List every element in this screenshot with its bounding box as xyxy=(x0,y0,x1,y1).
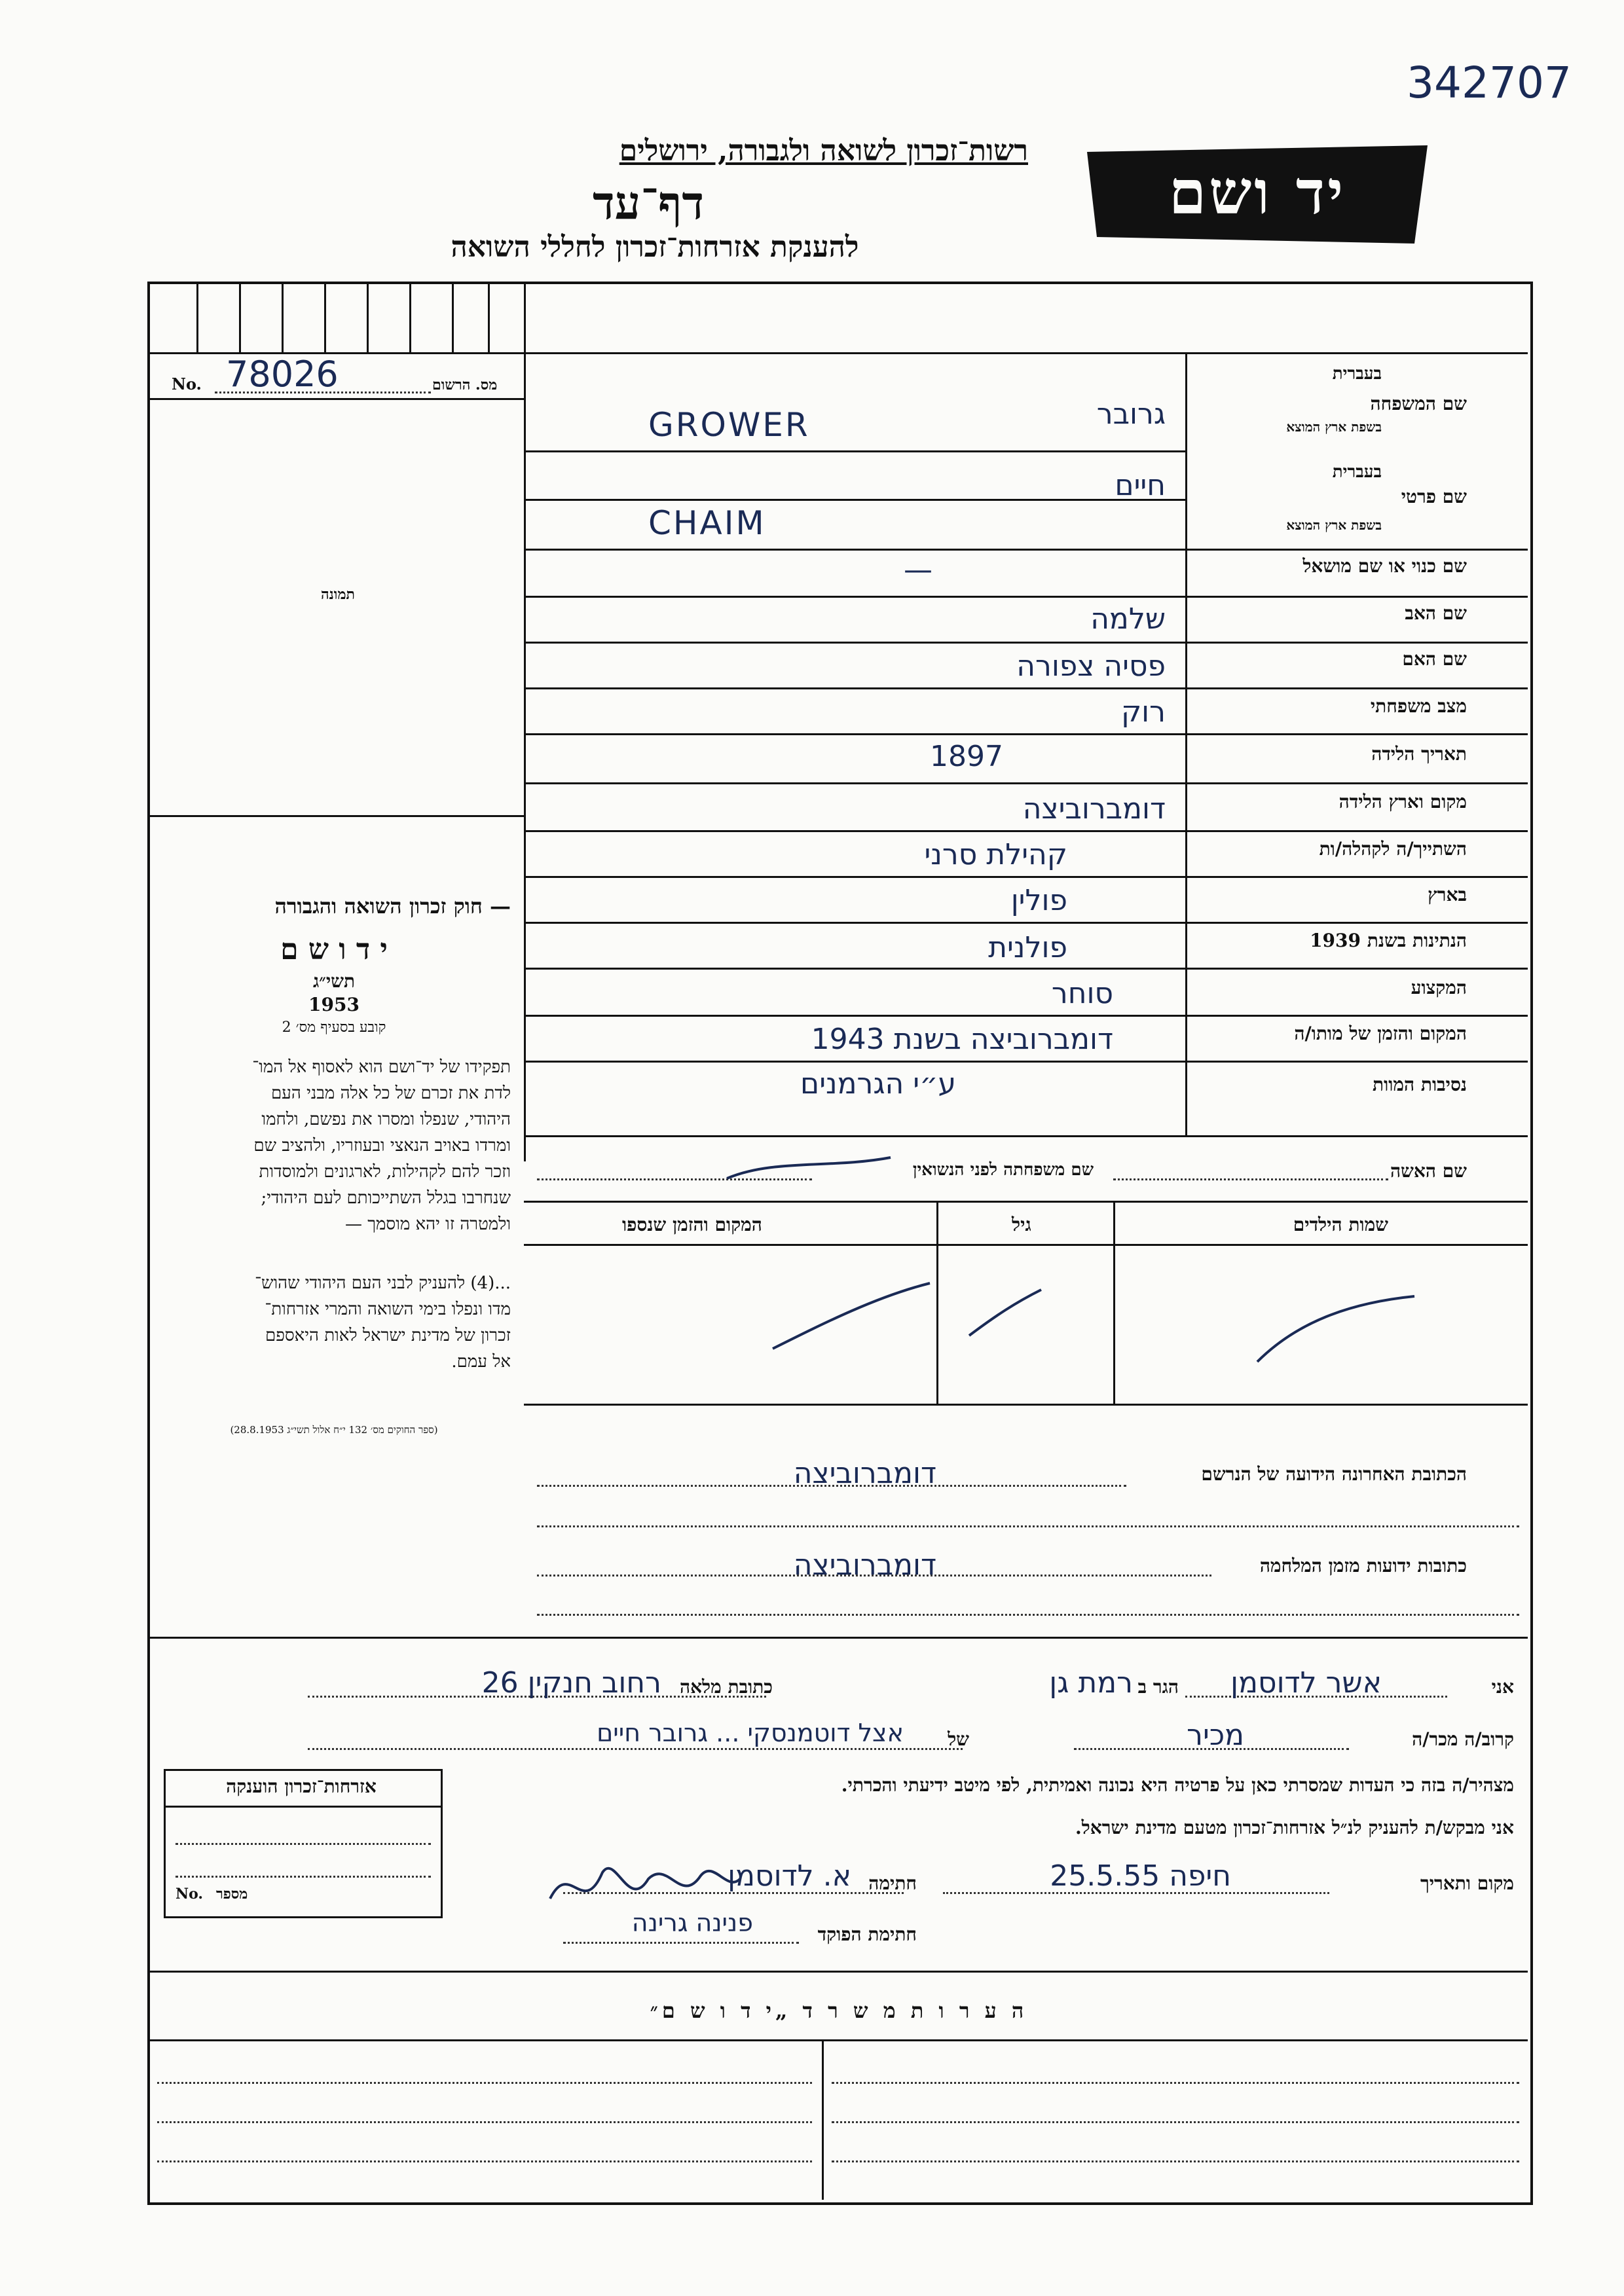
declaration-statement: מצהיר/ה בזה כי העדות שמסרתי כאן על פרטיה היא נכונה ואמיתית, לפי מיטב ידיעתי והכרתי. xyxy=(841,1774,1514,1796)
archive-number: 342707 xyxy=(1407,58,1572,108)
place-date-value: חיפה 25.5.55 xyxy=(1050,1859,1231,1893)
law-clause: קובע בסעיף מס׳ 2 xyxy=(282,1019,386,1036)
registration-label: מס. הרשום xyxy=(432,376,498,393)
declaration-request: אני מבקש/ת להעניק לנ״ל אזרחות־זכרון מטעם מדינת ישראל. xyxy=(1075,1817,1514,1838)
children-age-header: גיל xyxy=(1012,1214,1031,1235)
page-title: דף־עד xyxy=(592,175,704,230)
place-date-label: מקום ותאריך xyxy=(1420,1872,1514,1894)
of-label: של xyxy=(948,1728,969,1750)
first-name-foreign-value: CHAIM xyxy=(648,504,766,542)
registration-number: 78026 xyxy=(226,354,339,395)
community-label: השתייך/ה לקהלה/ות xyxy=(1319,838,1467,860)
citizenship-no-label: No. xyxy=(175,1886,204,1903)
full-address-label: כתובת מלאה xyxy=(679,1676,773,1698)
wife-name-dash xyxy=(720,1152,904,1192)
wartime-address-label: כתובות ידועות מזמן המלחמה xyxy=(1259,1555,1467,1576)
death-circumstances-value: ע״י הגרמנים xyxy=(800,1067,956,1101)
first-name-hebrew-label: בעברית xyxy=(1332,462,1382,482)
relation-value: מכיר xyxy=(1187,1719,1244,1752)
notes-line[interactable] xyxy=(157,2121,812,2123)
birth-date-value: 1897 xyxy=(930,740,1003,773)
wartime-address-value: דומברוביצה xyxy=(793,1548,936,1582)
marital-status-value: רוק xyxy=(1120,695,1166,729)
official-signature-value: פנינה גרינה xyxy=(631,1908,753,1937)
law-line: וזכר להם לקהילות, לארגונים ולמוסדות xyxy=(259,1162,511,1182)
logo-text: יד ושם xyxy=(1168,157,1346,228)
mother-name-value: פסיה צפורה xyxy=(1016,649,1166,683)
mother-name-label: שם האם xyxy=(1402,648,1467,670)
father-name-value: שלמה xyxy=(1090,602,1166,636)
office-notes-title: ה ע ר ו ת מ ש ר ד „י ד ו ש ם״ xyxy=(650,1998,1028,2023)
surname-label: שם המשפחה xyxy=(1370,393,1467,414)
declarant-city: רמת גן xyxy=(1049,1666,1133,1700)
profession-value: סוחר xyxy=(1051,977,1113,1010)
relation-label: קרוב/ה מכר/ה xyxy=(1412,1728,1514,1750)
citizenship-1939-label: הנתינות בשנת 1939 xyxy=(1310,930,1467,951)
notes-line[interactable] xyxy=(157,2082,812,2084)
surname-foreign-value: GROWER xyxy=(648,406,810,444)
law-line: אל עמם. xyxy=(451,1352,511,1372)
notes-line[interactable] xyxy=(832,2160,1519,2162)
yad-vashem-logo xyxy=(1087,145,1428,244)
death-circumstances-label: נסיבות המוות xyxy=(1373,1074,1467,1095)
law-title: — חוק זכרון השואה והגבורה xyxy=(274,894,511,919)
page-subtitle: להענקת אזרחות־זכרון לחללי השואה xyxy=(451,230,859,264)
wife-maiden-name-label: שם משפחתה לפני הנשואין xyxy=(912,1160,1094,1180)
children-strikes xyxy=(524,1244,1528,1404)
law-line: היהודי, שנפלו ומסרו את נפשם, ולחמו xyxy=(261,1110,511,1129)
birth-place-value: דומברוביצה xyxy=(1022,792,1166,826)
law-year-hebrew: תשי״ג xyxy=(312,970,356,992)
country-label: בארץ xyxy=(1428,884,1467,905)
full-address-value: רחוב חנקין 26 xyxy=(481,1666,661,1700)
birth-place-label: מקום וארץ הלידה xyxy=(1338,791,1467,812)
community-value: קהילת סרני xyxy=(924,838,1067,871)
law-org: י ד ו ש ם xyxy=(280,933,388,966)
law-line: מדו ונפלו בימי השואה והמרי אזרחות־ xyxy=(265,1300,511,1319)
resides-label: הגר ב xyxy=(1137,1676,1179,1698)
nickname-label: שם כנוי או שם מושאל xyxy=(1302,555,1467,577)
declarant-name: אשר לדוסמן xyxy=(1230,1666,1382,1700)
signature-value: א. לדוסמן xyxy=(728,1859,851,1893)
law-line: תפקידו של יד־ושם הוא לאסוף אל המו־ xyxy=(252,1057,511,1077)
notes-line[interactable] xyxy=(157,2160,812,2162)
authority-title: רשות־זכרון לשואה ולגבורה, ירושלים xyxy=(619,134,1028,168)
surname-hebrew-label: בעברית xyxy=(1332,364,1382,384)
photo-label: תמונה xyxy=(321,586,355,603)
citizenship-granted-title: אזרחות־זכרון הוענקה xyxy=(226,1776,377,1797)
wife-name-label: שם האשה xyxy=(1390,1160,1467,1182)
death-place-time-value: דומברוביצה בשנת 1943 xyxy=(811,1023,1113,1056)
law-line: לדת את זכרם של כל אלה מבני העם xyxy=(270,1084,511,1103)
law-line: ומרדו באויב הנאצי ובעוזריו, ולהציב שם xyxy=(253,1136,511,1156)
law-year: 1953 xyxy=(308,994,360,1015)
first-name-label: שם פרטי xyxy=(1401,486,1467,507)
official-signature-label: חתימת הפוקד xyxy=(817,1923,917,1945)
citizenship-1939-value: פולנית xyxy=(988,931,1067,964)
citizenship-number-label: מספר xyxy=(216,1886,248,1903)
father-name-label: שם האב xyxy=(1405,602,1467,624)
first-name-hebrew-value: חיים xyxy=(1115,469,1166,502)
law-line: שנחרבו בגלל השתייכותם לעם היהודי; xyxy=(261,1188,511,1208)
children-names-header: שמות הילדים xyxy=(1293,1214,1388,1235)
signature-label: חתימה xyxy=(868,1872,917,1894)
code-cell xyxy=(196,284,198,352)
country-value: פולין xyxy=(1010,884,1067,917)
declaration-prefix: אני xyxy=(1491,1676,1514,1698)
nickname-value: — xyxy=(904,553,932,587)
law-citation: (ספר החוקים מס׳ 132 י״ח אלול תשי״ג 28.8.1953) xyxy=(230,1424,438,1436)
profession-label: המקצוע xyxy=(1411,977,1467,998)
notes-line[interactable] xyxy=(832,2082,1519,2084)
last-known-address-value: דומברוביצה xyxy=(793,1457,936,1490)
surname-foreign-label: בשפת ארץ המוצא xyxy=(1286,419,1382,435)
notes-line[interactable] xyxy=(832,2121,1519,2123)
law-line: ...(4) להעניק לבני העם היהודי שהוש־ xyxy=(255,1273,511,1293)
law-line: זכרון של מדינת ישראל לאות היאספם xyxy=(265,1326,511,1345)
of-value: אצל דוטמנסקי ... גרובר חיים xyxy=(597,1719,904,1747)
first-name-foreign-label: בשפת ארץ המוצא xyxy=(1286,517,1382,533)
birth-date-label: תאריך הלידה xyxy=(1371,743,1467,765)
law-line: ולמטרה זו יהא מוסמך — xyxy=(344,1214,511,1234)
registration-no-label: No. xyxy=(172,374,202,393)
last-known-address-label: הכתובת האחרונה הידועה של הנרשם xyxy=(1201,1463,1467,1485)
marital-status-label: מצב משפחתי xyxy=(1370,695,1467,717)
children-place-time-header: המקום והזמן שנספו xyxy=(622,1214,762,1235)
death-place-time-label: המקום והזמן של מותו/ה xyxy=(1294,1023,1467,1044)
surname-hebrew-value: גרובר xyxy=(1096,397,1166,431)
